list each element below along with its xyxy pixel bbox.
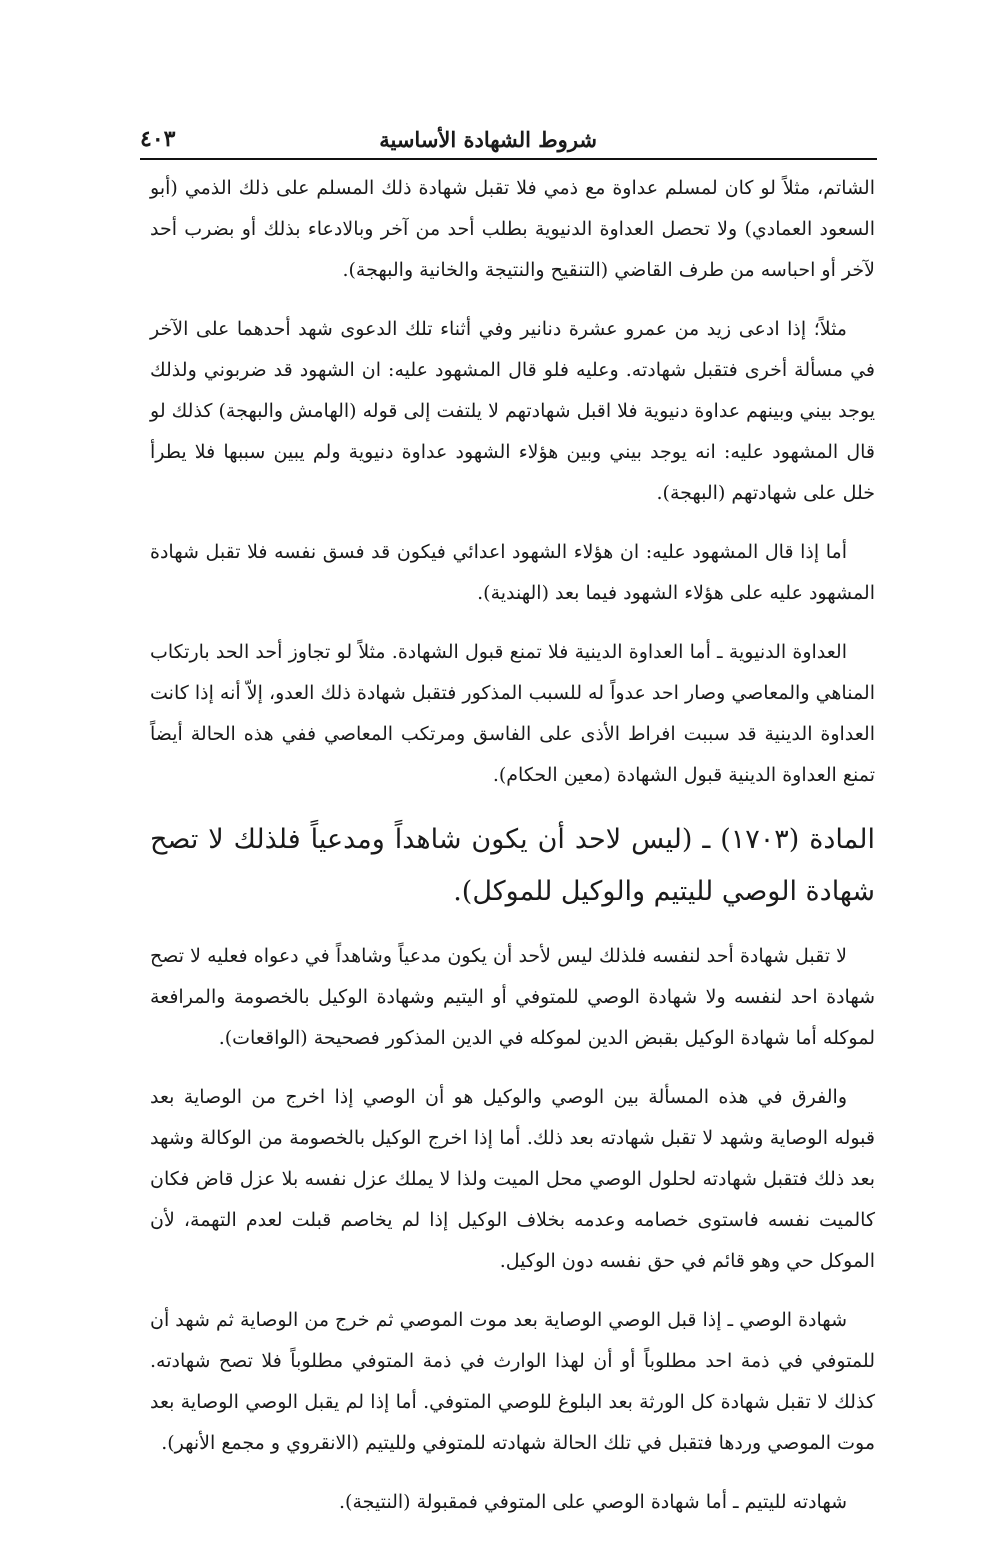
paragraph: والفرق في هذه المسألة بين الوصي والوكيل هو أن الوصي إذا اخرج من الوصاية بعد قبوله الوصاية وشهد لا تقبل شهادته بعد ذلك. أما إذا اخرج الوكيل بالخصومة من الوكالة وشهد بعد ذلك فتقبل شهادته لحلول الوصي محل الميت ولذا لا يملك عزل نفسه بلا عزل قاض فكان كالميت نفسه فاستوى خصامه وعدمه بخلاف الوكيل إذا لم يخاصم قبلت لعدم التهمة، لأن الموكل حي وهو قائم في حق نفسه دون الوكيل.: [150, 1086, 875, 1272]
paragraph: الشاتم، مثلاً لو كان لمسلم عداوة مع ذمي فلا تقبل شهادة ذلك المسلم على ذلك الذمي (أبو السعود العمادي) ولا تحصل العداوة الدنيوية بطلب أحد من آخر وبالادعاء بذلك أو بضرب أحد لآخر أو احباسه من طرف القاضي (التنقيح والنتيجة والخانية والبهجة).: [150, 177, 875, 281]
page-number: ٤٠٣: [140, 126, 176, 152]
article-heading: المادة (١٧٠٣) ـ (ليس لاحد أن يكون شاهداً ومدعياً فلذلك لا تصح شهادة الوصي لليتيم والوكيل للموكل).: [150, 824, 875, 907]
paragraph: شهادته لليتيم ـ أما شهادة الوصي على المتوفي فمقبولة (النتيجة).: [339, 1491, 847, 1513]
paragraph: مثلاً؛ إذا ادعى زيد من عمرو عشرة دنانير وفي أثناء تلك الدعوى شهد أحدهما على الآخر في مسألة أخرى فتقبل شهادته. وعليه فلو قال المشهود عليه: ان الشهود قد ضربوني ولذلك يوجد بيني وبينهم عداوة دنيوية فلا اقبل شهادتهم لا يلتفت إلى قوله (الهامش والبهجة) كذلك لو قال المشهود عليه: انه يوجد بيني وبين هؤلاء الشهود عداوة دنيوية ولم يبين سببها فلا يطرأ خلل على شهادتهم (البهجة).: [150, 318, 875, 504]
paragraph: أما إذا قال المشهود عليه: ان هؤلاء الشهود اعدائي فيكون قد فسق نفسه فلا تقبل شهادة المشهود عليه على هؤلاء الشهود فيما بعد (الهندية).: [150, 541, 875, 604]
paragraph: العداوة الدنيوية ـ أما العداوة الدينية فلا تمنع قبول الشهادة. مثلاً لو تجاوز أحد الحد بارتكاب المناهي والمعاصي وصار احد عدواً له للسبب المذكور فتقبل شهادة ذلك العدو، إلاّ أنه إذا كانت العداوة الدينية قد سببت افراط الأذى على الفاسق ومرتكب المعاصي ففي هذه الحالة أيضاً تمنع العداوة الدينية قبول الشهادة (معين الحكام).: [150, 641, 875, 786]
page-header: [140, 118, 877, 160]
paragraph: شهادة الوصي ـ إذا قبل الوصي الوصاية بعد موت الموصي ثم خرج من الوصاية ثم شهد أن للمتوفي في ذمة احد مطلوباً أو أن لهذا الوارث في ذمة المتوفي مطلوباً فلا تصح شهادته. كذلك لا تقبل شهادة كل الورثة بعد البلوغ للوصي المتوفي. أما إذا لم يقبل الوصي الوصاية بعد موت الموصي وردها فتقبل في تلك الحالة شهادته للمتوفي ولليتيم (الانقروي و مجمع الأنهر).: [150, 1309, 875, 1454]
running-title: شروط الشهادة الأساسية: [379, 127, 597, 152]
page-body: [150, 168, 875, 1541]
paragraph: لا تقبل شهادة أحد لنفسه فلذلك ليس لأحد أن يكون مدعياً وشاهداً في دعواه فعليه لا تصح شهادة احد لنفسه ولا شهادة الوصي للمتوفي أو اليتيم وشهادة الوكيل بالخصومة والمرافعة لموكله أما شهادة الوكيل بقبض الدين لموكله في الدين المذكور فصحيحة (الواقعات).: [150, 945, 875, 1049]
